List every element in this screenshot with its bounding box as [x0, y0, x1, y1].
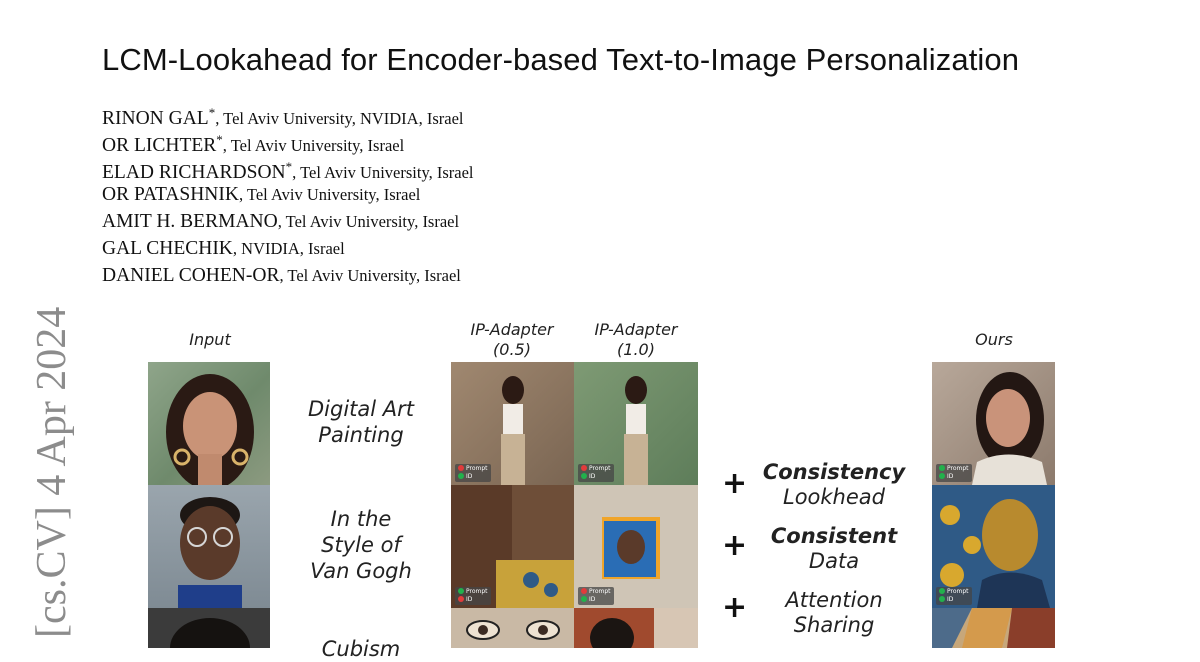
- prompt-text-3: [286, 636, 436, 662]
- check-icon: [581, 596, 587, 602]
- column-label-ours: Ours: [975, 330, 1013, 349]
- prompt-line: Style of: [321, 533, 401, 557]
- author-affiliation: , Tel Aviv University, NVIDIA, Israel: [215, 109, 464, 128]
- author-affiliation: , Tel Aviv University, Israel: [279, 266, 461, 286]
- badge-id-label: ID: [589, 473, 596, 480]
- badge-prompt-label: Prompt: [947, 465, 969, 472]
- method-line: Lookhead: [783, 485, 885, 509]
- author-line: [102, 235, 474, 262]
- method-line: Consistent: [770, 524, 898, 548]
- author-line: [102, 99, 474, 129]
- column-label-line: (1.0): [617, 340, 655, 359]
- badge-prompt-row: [581, 465, 611, 473]
- ip-adapter-05-result-1: [451, 362, 574, 485]
- column-label-input: Input: [189, 330, 231, 349]
- author-name: RINON GAL: [102, 108, 209, 129]
- check-icon: [458, 588, 464, 594]
- ip-adapter-10-result-2: [574, 485, 698, 608]
- method-consistent-data: [754, 524, 914, 574]
- ours-result-2: [932, 485, 1055, 608]
- prompt-line: Digital Art: [307, 397, 414, 421]
- author-line: [102, 181, 474, 208]
- badge-prompt-row: [458, 465, 488, 473]
- author-list: [102, 99, 474, 289]
- evaluation-badge: [936, 587, 972, 605]
- badge-id-label: ID: [589, 596, 596, 603]
- portrait-illustration: [148, 608, 270, 648]
- badge-id-label: ID: [947, 473, 954, 480]
- prompt-line: Van Gogh: [310, 559, 412, 583]
- evaluation-badge: [578, 464, 614, 482]
- evaluation-badge: [578, 587, 614, 605]
- input-image-man-glasses: [148, 485, 270, 608]
- author-name: DANIEL COHEN-OR: [102, 265, 280, 287]
- ip-adapter-10-result-3: [574, 608, 698, 648]
- input-image-woman: [148, 362, 270, 485]
- author-affiliation: , Tel Aviv University, Israel: [277, 211, 460, 231]
- badge-prompt-label: Prompt: [947, 588, 969, 595]
- column-label-ip-adapter-05: [450, 320, 574, 360]
- author-name: OR LICHTER: [102, 135, 217, 157]
- method-line: Data: [808, 549, 860, 573]
- cross-icon: [581, 465, 587, 471]
- result-illustration: [451, 608, 574, 648]
- method-line: Attention: [785, 588, 883, 612]
- cross-icon: [458, 596, 464, 602]
- badge-prompt-label: Prompt: [589, 465, 611, 472]
- arxiv-stamp: [cs.CV] 4 Apr 2024: [29, 306, 75, 638]
- cross-icon: [581, 588, 587, 594]
- method-consistency-lookahead: [754, 460, 914, 510]
- input-image-third: [148, 608, 270, 648]
- author-name: GAL CHECHIK: [102, 237, 233, 259]
- method-line: Sharing: [793, 613, 875, 637]
- badge-id-row: [458, 473, 488, 481]
- prompt-line: Painting: [318, 423, 404, 447]
- badge-prompt-row: [939, 588, 969, 596]
- evaluation-badge: [455, 587, 491, 605]
- author-name: OR PATASHNIK: [102, 183, 239, 205]
- badge-prompt-row: [939, 465, 969, 473]
- ip-adapter-05-result-2: [451, 485, 574, 608]
- ours-result-1: [932, 362, 1055, 485]
- equal-contribution-mark: *: [285, 159, 293, 175]
- badge-prompt-label: Prompt: [589, 588, 611, 595]
- check-icon: [939, 588, 945, 594]
- result-illustration: [574, 608, 698, 648]
- equal-contribution-mark: *: [216, 132, 223, 148]
- ip-adapter-10-result-1: [574, 362, 698, 485]
- plus-sign: +: [722, 528, 748, 563]
- author-affiliation: , NVIDIA, Israel: [232, 238, 345, 258]
- equal-contribution-mark: *: [208, 105, 216, 120]
- check-icon: [939, 465, 945, 471]
- plus-sign: +: [722, 590, 748, 625]
- portrait-illustration: [148, 485, 270, 608]
- author-affiliation: , Tel Aviv University, Israel: [238, 184, 421, 204]
- author-name: ELAD RICHARDSON: [102, 162, 286, 184]
- author-affiliation: , Tel Aviv University, Israel: [292, 163, 474, 183]
- plus-sign: +: [722, 466, 748, 501]
- badge-id-row: [581, 596, 611, 604]
- author-affiliation: , Tel Aviv University, Israel: [222, 136, 405, 156]
- check-icon: [458, 473, 464, 479]
- ours-result-3: [932, 608, 1055, 648]
- author-line: [102, 153, 474, 184]
- evaluation-badge: [455, 464, 491, 482]
- prompt-line: In the: [330, 507, 392, 531]
- check-icon: [581, 473, 587, 479]
- cross-icon: [458, 465, 464, 471]
- column-label-line: IP-Adapter: [470, 320, 554, 339]
- badge-prompt-label: Prompt: [466, 465, 488, 472]
- check-icon: [939, 473, 945, 479]
- badge-id-row: [939, 596, 969, 604]
- ip-adapter-05-result-3: [451, 608, 574, 648]
- prompt-text-2: [286, 506, 436, 584]
- badge-id-row: [939, 473, 969, 481]
- badge-id-label: ID: [947, 596, 954, 603]
- prompt-text-1: [286, 396, 436, 448]
- badge-id-label: ID: [466, 473, 473, 480]
- badge-prompt-row: [581, 588, 611, 596]
- badge-prompt-row: [458, 588, 488, 596]
- column-label-line: IP-Adapter: [594, 320, 678, 339]
- badge-id-label: ID: [466, 596, 473, 603]
- badge-prompt-label: Prompt: [466, 588, 488, 595]
- author-name: AMIT H. BERMANO: [102, 210, 278, 232]
- prompt-line: Cubism: [321, 637, 401, 661]
- author-line: [102, 208, 474, 235]
- author-line: [102, 262, 474, 289]
- badge-id-row: [581, 473, 611, 481]
- portrait-illustration: [148, 362, 270, 485]
- result-illustration: [932, 608, 1055, 648]
- column-label-line: (0.5): [493, 340, 531, 359]
- column-label-ip-adapter-10: [574, 320, 698, 360]
- evaluation-badge: [936, 464, 972, 482]
- method-line: Consistency: [762, 460, 906, 484]
- badge-id-row: [458, 596, 488, 604]
- method-attention-sharing: [754, 588, 914, 638]
- check-icon: [939, 596, 945, 602]
- author-line: [102, 126, 474, 157]
- paper-title: LCM-Lookahead for Encoder-based Text-to-Image Personalization: [102, 42, 1020, 77]
